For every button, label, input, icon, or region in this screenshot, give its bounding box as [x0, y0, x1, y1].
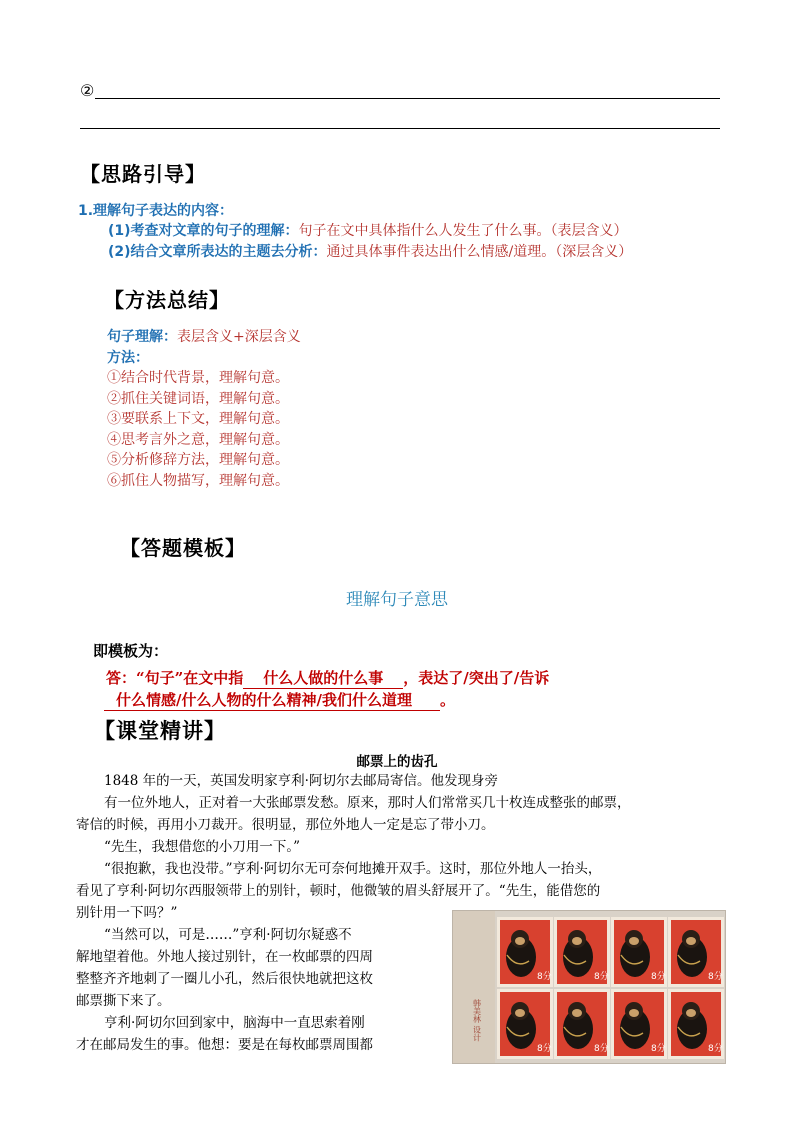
story-line: 邮票撕下来了。	[76, 993, 171, 1009]
template-prefix: 答：“句子”在文中指	[106, 669, 244, 687]
section-heading-method: 【方法总结】	[104, 288, 230, 312]
story-line: “先生，我想借您的小刀用一下。”	[104, 839, 301, 855]
stamp-denomination: 8分	[537, 972, 552, 982]
guide-item-1-text: 句子在文中具体指什么人发生了什么事。（表层含义）	[298, 223, 628, 239]
method-list	[107, 368, 289, 491]
stamp-denomination: 8分	[594, 972, 609, 982]
story-line: 寄信的时候，再用小刀裁开。很明显，那位外地人一定是忘了带小刀。	[76, 817, 495, 833]
story-line: 有一位外地人，正对着一大张邮票发愁。原来，那时人们常常买几十枚连成整张的邮票，	[104, 795, 631, 811]
stamp-denomination: 8分	[708, 972, 723, 982]
method-label: 方法：	[107, 350, 149, 366]
section-heading-template: 【答题模板】	[120, 536, 246, 560]
answer-number: ②	[80, 81, 95, 100]
guide-item-2-label: (2)结合文章所表达的主题去分析：	[108, 244, 327, 260]
story-line: “很抱歉，我也没带。”亨利·阿切尔无可奈何地摊开双手。这时，那位外地人一抬头，	[104, 861, 602, 877]
template-label: 即模板为：	[93, 642, 169, 660]
monkey-face	[686, 937, 696, 945]
monkey-face	[572, 1009, 582, 1017]
stamp-denomination: 8分	[651, 1044, 666, 1054]
stamp-denomination: 8分	[594, 1044, 609, 1054]
story-line: 整整齐齐地刺了一圈儿小孔，然后很快地就把这枚	[76, 971, 373, 987]
sentence-label: 句子理解：	[107, 329, 177, 345]
story-line: 看见了亨利·阿切尔西服领带上的别针，顿时，他微皱的眉头舒展开了。“先生，能借您的	[76, 883, 601, 899]
monkey-face	[629, 937, 639, 945]
stamp-denomination: 8分	[708, 1044, 723, 1054]
template-line-1	[106, 667, 549, 689]
stamp-sheet-svg	[453, 911, 725, 1063]
template-line-2	[104, 689, 455, 711]
guide-item-1-label: (1)考查对文章的句子的理解：	[108, 223, 299, 239]
stamp-denomination: 8分	[537, 1044, 552, 1054]
template-suffix-2: 。	[439, 691, 455, 709]
method-item: ⑤分析修辞方法，理解句意。	[107, 452, 289, 468]
sentence-value: 表层含义+深层含义	[177, 329, 301, 345]
template-suffix-1: ，表达了/突出了/告诉	[403, 669, 550, 687]
template-blank-1: 什么人做的什么事	[243, 667, 403, 689]
monkey-face	[629, 1009, 639, 1017]
story-title: 邮票上的齿孔	[356, 754, 438, 770]
monkey-face	[515, 1009, 525, 1017]
guide-item-2-text: 通过具体事件表达出什么情感/道理。（深层含义）	[326, 244, 633, 260]
story-line: 才在邮局发生的事。他想：要是在每枚邮票周围都	[76, 1037, 373, 1053]
margin-text: 韩美林 设计	[472, 999, 482, 1042]
monkey-face	[515, 937, 525, 945]
answer-line-2[interactable]	[80, 83, 720, 101]
story-line: “当然可以，可是……”亨利·阿切尔疑惑不	[104, 927, 352, 943]
section-heading-lecture: 【课堂精讲】	[94, 719, 226, 743]
monkey-stamp-sheet-image	[452, 910, 726, 1064]
monkey-face	[572, 937, 582, 945]
monkey-face	[686, 1009, 696, 1017]
guide-item-2	[108, 242, 632, 262]
story-line: 别针用一下吗？”	[76, 905, 178, 921]
method-item: ①结合时代背景，理解句意。	[107, 370, 289, 386]
story-line: 1848 年的一天，英国发明家亨利·阿切尔去邮局寄信。他发现身旁	[104, 773, 498, 789]
method-item: ④思考言外之意，理解句意。	[107, 431, 289, 448]
story-line: 解地望着他。外地人接过别针，在一枚邮票的四周	[76, 949, 373, 965]
guide-point-title: 1.理解句子表达的内容：	[78, 203, 234, 219]
story-body-narrow	[76, 924, 436, 1056]
sentence-understanding	[107, 327, 301, 347]
story-line: 亨利·阿切尔回到家中，脑海中一直思索着刚	[104, 1015, 365, 1031]
method-item: ③要联系上下文，理解句意。	[107, 411, 289, 427]
stamp-denomination: 8分	[651, 972, 666, 982]
method-item: ②抓住关键词语，理解句意。	[107, 390, 289, 407]
answer-underline	[95, 98, 720, 99]
section-heading-guide: 【思路引导】	[80, 162, 206, 186]
answer-underline-2	[80, 128, 720, 129]
guide-item-1	[108, 221, 628, 241]
method-item: ⑥抓住人物描写，理解句意。	[107, 472, 289, 489]
template-title: 理解句子意思	[346, 590, 448, 610]
template-blank-2: 什么情感/什么人物的什么精神/我们什么道理	[104, 689, 440, 711]
story-body-full	[76, 770, 726, 924]
